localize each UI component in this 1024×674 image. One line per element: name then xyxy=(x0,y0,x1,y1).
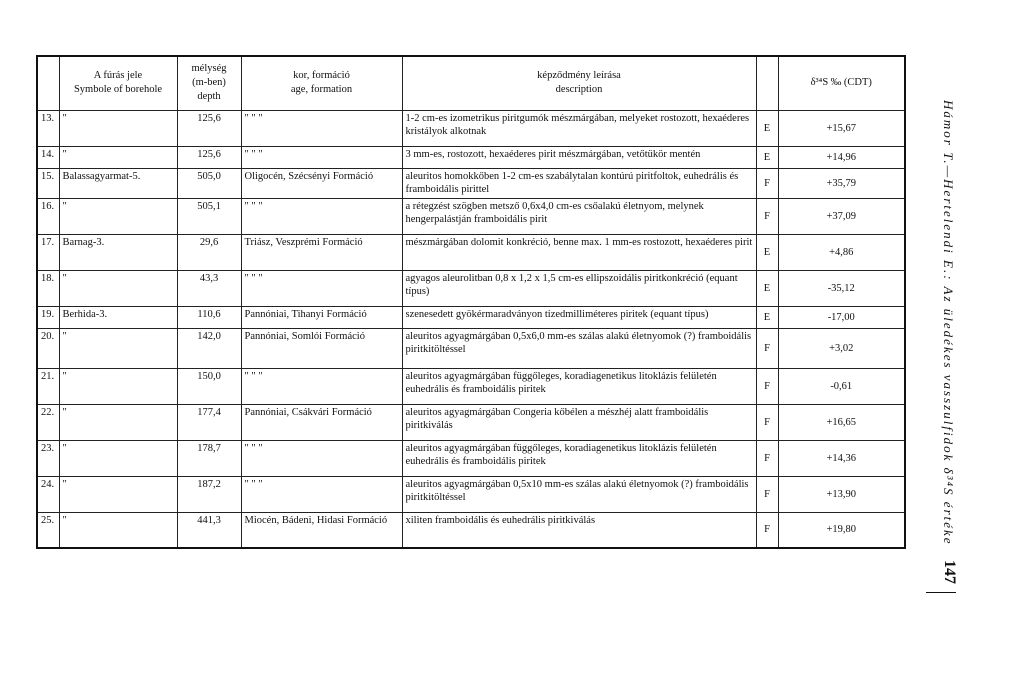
header-age-hu: kor, formáció xyxy=(293,70,350,82)
row-description: aleuritos agyagmárgában függőleges, koradiagenetikus litoklázis felületén euhedrális és framboidális piritek xyxy=(402,368,756,404)
row-class: F xyxy=(756,404,778,440)
row-borehole: " xyxy=(59,512,177,548)
row-value: -35,12 xyxy=(778,270,905,306)
row-class: F xyxy=(756,198,778,234)
table-row xyxy=(37,270,905,306)
row-class: E xyxy=(756,110,778,146)
row-depth: 110,6 xyxy=(177,306,241,328)
row-age: " " " xyxy=(241,270,402,306)
row-borehole: " xyxy=(59,328,177,368)
table-row xyxy=(37,440,905,476)
row-value: +37,09 xyxy=(778,198,905,234)
row-class: F xyxy=(756,440,778,476)
row-description: xiliten framboidális és euhedrális piritkiválás xyxy=(402,512,756,548)
row-value: +14,36 xyxy=(778,440,905,476)
row-age: " " " xyxy=(241,146,402,168)
table-row xyxy=(37,328,905,368)
table-row xyxy=(37,168,905,198)
row-age: " " " xyxy=(241,110,402,146)
table-row xyxy=(37,512,905,548)
row-number: 15. xyxy=(37,168,59,198)
row-value: +14,96 xyxy=(778,146,905,168)
row-depth: 187,2 xyxy=(177,476,241,512)
row-class: F xyxy=(756,328,778,368)
row-age: " " " xyxy=(241,440,402,476)
row-age: Miocén, Bádeni, Hidasi Formáció xyxy=(241,512,402,548)
row-value: +35,79 xyxy=(778,168,905,198)
header-description-en: description xyxy=(555,84,603,96)
page-rule-divider xyxy=(926,592,956,593)
header-borehole-en: Symbole of borehole xyxy=(73,84,163,96)
row-borehole: " xyxy=(59,110,177,146)
header-class xyxy=(756,56,778,110)
row-borehole: " xyxy=(59,270,177,306)
row-number: 17. xyxy=(37,234,59,270)
row-value: +3,02 xyxy=(778,328,905,368)
table-row xyxy=(37,146,905,168)
row-description: aleuritos agyagmárgában függőleges, koradiagenetikus litoklázis felületén euhedrális és framboidális piritek xyxy=(402,440,756,476)
header-number xyxy=(37,56,59,110)
row-description: a rétegzést szögben metsző 0,6x4,0 cm-es csőalakú életnyom, melynek hengerpalástján framboidális pirit xyxy=(402,198,756,234)
table-row xyxy=(37,234,905,270)
row-depth: 177,4 xyxy=(177,404,241,440)
row-description: mészmárgában dolomit konkréció, benne max. 1 mm-es rostozott, hexaéderes pirit xyxy=(402,234,756,270)
row-depth: 505,0 xyxy=(177,168,241,198)
row-description: aleuritos homokkőben 1-2 cm-es szabálytalan kontúrú piritfoltok, euhedrális és framboidális pirittel xyxy=(402,168,756,198)
row-depth: 505,1 xyxy=(177,198,241,234)
row-number: 14. xyxy=(37,146,59,168)
header-depth xyxy=(177,56,241,110)
row-number: 19. xyxy=(37,306,59,328)
isotope-data-table xyxy=(36,55,906,549)
row-age: Pannóniai, Csákvári Formáció xyxy=(241,404,402,440)
header-description xyxy=(402,56,756,110)
row-age: Triász, Veszprémi Formáció xyxy=(241,234,402,270)
row-value: -17,00 xyxy=(778,306,905,328)
row-number: 22. xyxy=(37,404,59,440)
header-age-en: age, formation xyxy=(290,84,353,96)
row-class: E xyxy=(756,146,778,168)
row-number: 20. xyxy=(37,328,59,368)
row-description: 3 mm-es, rostozott, hexaéderes pirit mészmárgában, vetőtükör mentén xyxy=(402,146,756,168)
row-age: " " " xyxy=(241,368,402,404)
row-value: +15,67 xyxy=(778,110,905,146)
header-age xyxy=(241,56,402,110)
row-borehole: " xyxy=(59,404,177,440)
table-row xyxy=(37,404,905,440)
row-borehole: " xyxy=(59,476,177,512)
row-number: 23. xyxy=(37,440,59,476)
row-number: 13. xyxy=(37,110,59,146)
row-class: F xyxy=(756,368,778,404)
row-age: " " " xyxy=(241,198,402,234)
row-description: 1-2 cm-es izometrikus piritgumók mészmárgában, melyeket rostozott, hexaéderes kristályok alkotnak xyxy=(402,110,756,146)
header-depth-en: depth xyxy=(197,91,221,103)
row-class: E xyxy=(756,270,778,306)
row-depth: 150,0 xyxy=(177,368,241,404)
page-number: 147 xyxy=(941,560,958,584)
row-class: F xyxy=(756,512,778,548)
row-depth: 178,7 xyxy=(177,440,241,476)
row-value: -0,61 xyxy=(778,368,905,404)
row-age: Pannóniai, Somlói Formáció xyxy=(241,328,402,368)
row-borehole: " xyxy=(59,368,177,404)
row-description: aleuritos agyagmárgában 0,5x10 mm-es szálas alakú életnyomok (?) framboidális piritkitöltéssel xyxy=(402,476,756,512)
row-number: 21. xyxy=(37,368,59,404)
row-number: 18. xyxy=(37,270,59,306)
row-borehole: Barnag-3. xyxy=(59,234,177,270)
row-depth: 125,6 xyxy=(177,146,241,168)
row-class: F xyxy=(756,168,778,198)
row-description: agyagos aleurolitban 0,8 x 1,2 x 1,5 cm-es ellipszoidális piritkonkréció (equant típus) xyxy=(402,270,756,306)
table-row xyxy=(37,110,905,146)
header-depth-unit: (m-ben) xyxy=(192,77,226,89)
row-number: 24. xyxy=(37,476,59,512)
row-description: szenesedett gyökérmaradványon tizedmilliméteres piritek (equant típus) xyxy=(402,306,756,328)
row-number: 16. xyxy=(37,198,59,234)
row-depth: 142,0 xyxy=(177,328,241,368)
header-borehole xyxy=(59,56,177,110)
row-depth: 441,3 xyxy=(177,512,241,548)
row-borehole: Balassagyarmat-5. xyxy=(59,168,177,198)
row-description: aleuritos agyagmárgában Congeria kőbélen a mészhéj alatt framboidális piritkiválás xyxy=(402,404,756,440)
table-row xyxy=(37,368,905,404)
row-age: Pannóniai, Tihanyi Formáció xyxy=(241,306,402,328)
header-depth-hu: mélység xyxy=(191,63,227,75)
running-header-caption: Hámor T.—Hertelendi E.: Az üledékes vasszulfidok δ³⁴S értéke xyxy=(941,100,956,546)
header-borehole-hu: A fúrás jele xyxy=(93,70,143,82)
row-description: aleuritos agyagmárgában 0,5x6,0 mm-es szálas alakú életnyomok (?) framboidális piritkitöltéssel xyxy=(402,328,756,368)
header-value: δ³⁴S ‰ (CDT) xyxy=(778,56,905,110)
header-row xyxy=(37,56,905,110)
row-value: +13,90 xyxy=(778,476,905,512)
row-class: F xyxy=(756,476,778,512)
header-description-hu: képződmény leírása xyxy=(537,70,621,82)
row-borehole: " xyxy=(59,146,177,168)
row-borehole: " xyxy=(59,198,177,234)
row-depth: 29,6 xyxy=(177,234,241,270)
row-depth: 125,6 xyxy=(177,110,241,146)
table-row xyxy=(37,306,905,328)
table-row xyxy=(37,476,905,512)
row-class: E xyxy=(756,234,778,270)
row-age: " " " xyxy=(241,476,402,512)
row-value: +16,65 xyxy=(778,404,905,440)
row-age: Oligocén, Szécsényi Formáció xyxy=(241,168,402,198)
row-value: +4,86 xyxy=(778,234,905,270)
row-value: +19,80 xyxy=(778,512,905,548)
table-row xyxy=(37,198,905,234)
row-number: 25. xyxy=(37,512,59,548)
row-class: E xyxy=(756,306,778,328)
row-borehole: " xyxy=(59,440,177,476)
row-depth: 43,3 xyxy=(177,270,241,306)
row-borehole: Berhida-3. xyxy=(59,306,177,328)
